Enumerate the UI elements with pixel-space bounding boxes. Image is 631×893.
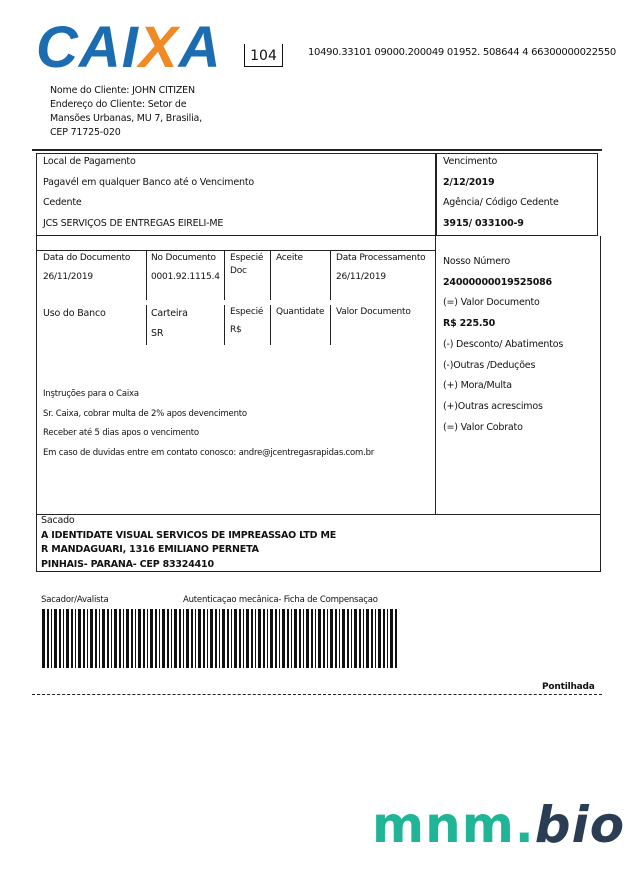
barcode-bar <box>150 609 153 668</box>
barcode-bar <box>347 609 349 668</box>
barcode-bar <box>390 609 393 668</box>
barcode-bar <box>126 609 129 668</box>
instruction-line: Receber até 5 dias apos o vencimento <box>43 428 199 438</box>
barcode-bar <box>191 609 193 668</box>
barcode-bar <box>342 609 345 668</box>
barcode-bar <box>387 609 388 668</box>
valor-documento-label: (=) Valor Documento <box>443 297 540 309</box>
barcode-bar <box>59 609 61 668</box>
barcode-bar <box>323 609 325 668</box>
barcode-bar <box>327 609 328 668</box>
barcode-bar <box>143 609 145 668</box>
barcode-bar <box>95 609 97 668</box>
barcode-bar <box>306 609 309 668</box>
barcode-bar <box>99 609 100 668</box>
barcode-bar <box>123 609 124 668</box>
deducoes-label: (-)Outras /Deduções <box>443 359 536 371</box>
barcode-bar <box>318 609 321 668</box>
barcode-bar <box>375 609 376 668</box>
uso-banco-label: Uso do Banco <box>43 308 106 319</box>
barcode-bar <box>66 609 69 668</box>
sacador-label: Sacador/Avalista <box>41 595 109 605</box>
barcode-bar <box>107 609 109 668</box>
barcode-bar <box>155 609 157 668</box>
barcode-bar <box>114 609 117 668</box>
barcode-bar <box>231 609 232 668</box>
sacado-name: A IDENTIDATE VISUAL SERVICOS DE IMPREASSAO LTD ME <box>41 529 336 541</box>
barcode-bar <box>279 609 280 668</box>
divider <box>32 149 602 151</box>
barcode-bar <box>102 609 105 668</box>
nosso-numero-label: Nosso Número <box>443 256 510 267</box>
especie-doc-label: Especié <box>230 253 264 263</box>
carteira: SR <box>151 328 164 339</box>
barcode-bar <box>378 609 381 668</box>
desconto-label: (-) Desconto/ Abatimentos <box>443 338 564 350</box>
barcode-bar <box>186 609 189 668</box>
barcode-bar <box>359 609 361 668</box>
barcode-bar <box>90 609 93 668</box>
barcode-bar <box>135 609 136 668</box>
sacado <box>41 514 336 572</box>
client-address-line: CEP 71725-020 <box>50 127 121 138</box>
barcode-bar <box>203 609 205 668</box>
valor-documento: R$ 225.50 <box>443 318 496 330</box>
barcode-bar <box>71 609 73 668</box>
no-documento: 0001.92.1115.4 <box>151 272 220 282</box>
barcode-bar <box>198 609 201 668</box>
caixa-logo: CAIXA <box>36 15 222 80</box>
barcode-bar <box>335 609 337 668</box>
valor-documento-label: Valor Documento <box>336 307 411 317</box>
no-documento-label: No Documento <box>151 253 216 263</box>
barcode-bar <box>311 609 313 668</box>
barcode-bar <box>210 609 213 668</box>
cedente-label: Cedente <box>43 197 82 208</box>
valor-cobrado-label: (=) Valor Cobrato <box>443 421 523 433</box>
barcode-bar <box>42 609 45 668</box>
client-address-line: Mansões Urbanas, MU 7, Brasilia, <box>50 113 202 124</box>
client-info <box>50 84 202 140</box>
barcode-bar <box>111 609 112 668</box>
cut-label: Pontilhada <box>542 682 595 692</box>
instruction-line: Sr. Caixa, cobrar multa de 2% apos devencimento <box>43 408 247 419</box>
client-name: Nome do Cliente: JOHN CITIZEN <box>50 85 195 96</box>
agency-label: Agência/ Código Cedente <box>443 197 559 208</box>
barcode-bar <box>239 609 241 668</box>
barcode-bar <box>270 609 273 668</box>
sacado-label: Sacado <box>41 515 75 526</box>
barcode-bar <box>195 609 196 668</box>
barcode-bar <box>330 609 333 668</box>
sacado-address: R MANDAGUARI, 1316 EMILIANO PERNETA <box>41 544 259 555</box>
barcode-bar <box>255 609 256 668</box>
barcode-bar <box>222 609 225 668</box>
barcode-bar <box>294 609 297 668</box>
data-documento-label: Data do Documento <box>43 253 131 263</box>
barcode-bar <box>243 609 244 668</box>
especie: R$ <box>230 325 242 335</box>
instruction-line: Em caso de duvidas entre em contato conosco: andre@jcentregasrapidas.com.br <box>43 447 375 458</box>
barcode-bar <box>83 609 85 668</box>
barcode-bar <box>339 609 340 668</box>
barcode-bar <box>363 609 364 668</box>
data-documento: 26/11/2019 <box>43 272 93 282</box>
barcode-bar <box>171 609 172 668</box>
autenticacao-label: Autenticaçao mecânica- Ficha de Compensaçao <box>183 595 378 605</box>
aceite-label: Aceite <box>276 253 303 263</box>
barcode-bar <box>47 609 49 668</box>
cut-line <box>32 694 602 695</box>
barcode-bar <box>267 609 268 668</box>
barcode-bar <box>275 609 277 668</box>
barcode-bar <box>167 609 169 668</box>
barcode-bar <box>251 609 253 668</box>
barcode <box>42 609 400 668</box>
barcode-bar <box>119 609 121 668</box>
client-address-line: Endereço do Cliente: Setor de <box>50 99 187 110</box>
cedente-value: JCS SERVIÇOS DE ENTREGAS EIRELI-ME <box>43 218 224 229</box>
barcode-bar <box>234 609 237 668</box>
digitable-line: 10490.33101 09000.200049 01952. 508644 4 66300000022550 <box>308 47 616 58</box>
local-label: Local de Pagamento <box>43 156 136 167</box>
barcode-bar <box>227 609 229 668</box>
barcode-bar <box>138 609 141 668</box>
barcode-bar <box>291 609 292 668</box>
barcode-bar <box>159 609 160 668</box>
barcode-bar <box>303 609 304 668</box>
acrescimos-label: (+)Outras acrescimos <box>443 400 543 412</box>
barcode-bar <box>282 609 285 668</box>
barcode-bar <box>371 609 373 668</box>
barcode-bar <box>78 609 81 668</box>
barcode-bar <box>315 609 316 668</box>
right-column <box>443 252 563 438</box>
barcode-bar <box>354 609 357 668</box>
barcode-bar <box>263 609 265 668</box>
barcode-bar <box>351 609 352 668</box>
barcode-bar <box>162 609 165 668</box>
instructions-title: Inştruções para o Caixa <box>43 389 139 399</box>
divider <box>36 250 435 251</box>
barcode-bar <box>258 609 261 668</box>
barcode-bar <box>87 609 88 668</box>
watermark: mnm.bio <box>372 796 626 854</box>
especie-label: Especié <box>230 307 264 317</box>
barcode-bar <box>75 609 76 668</box>
barcode-bar <box>174 609 177 668</box>
barcode-bar <box>395 609 397 668</box>
data-processamento-label: Data Processamento <box>336 253 426 263</box>
carteira-label: Carteira <box>151 308 188 319</box>
barcode-bar <box>179 609 181 668</box>
nosso-numero: 24000000019525086 <box>443 276 552 288</box>
barcode-bar <box>131 609 133 668</box>
barcode-bar <box>219 609 220 668</box>
sacado-city: PINHAIS- PARANA- CEP 83324410 <box>41 558 214 570</box>
especie-doc-label: Doc <box>230 266 247 276</box>
barcode-bar <box>215 609 217 668</box>
barcode-bar <box>287 609 289 668</box>
bank-code: 104 <box>244 44 283 67</box>
barcode-bar <box>383 609 385 668</box>
divider <box>435 236 436 515</box>
due-label: Vencimento <box>443 156 498 167</box>
barcode-bar <box>183 609 184 668</box>
barcode-bar <box>147 609 148 668</box>
barcode-bar <box>207 609 208 668</box>
barcode-bar <box>51 609 52 668</box>
instructions <box>43 385 374 463</box>
barcode-bar <box>246 609 249 668</box>
due-value: 2/12/2019 <box>443 177 495 188</box>
agency-value: 3915/ 033100-9 <box>443 218 524 229</box>
mora-label: (+) Mora/Multa <box>443 380 512 392</box>
barcode-bar <box>54 609 57 668</box>
barcode-bar <box>366 609 369 668</box>
barcode-bar <box>63 609 64 668</box>
barcode-bar <box>299 609 301 668</box>
data-processamento: 26/11/2019 <box>336 272 386 282</box>
quantidade-label: Quantidate <box>276 307 325 317</box>
local-value: Pagavél em qualquer Banco até o Vencimento <box>43 177 254 188</box>
